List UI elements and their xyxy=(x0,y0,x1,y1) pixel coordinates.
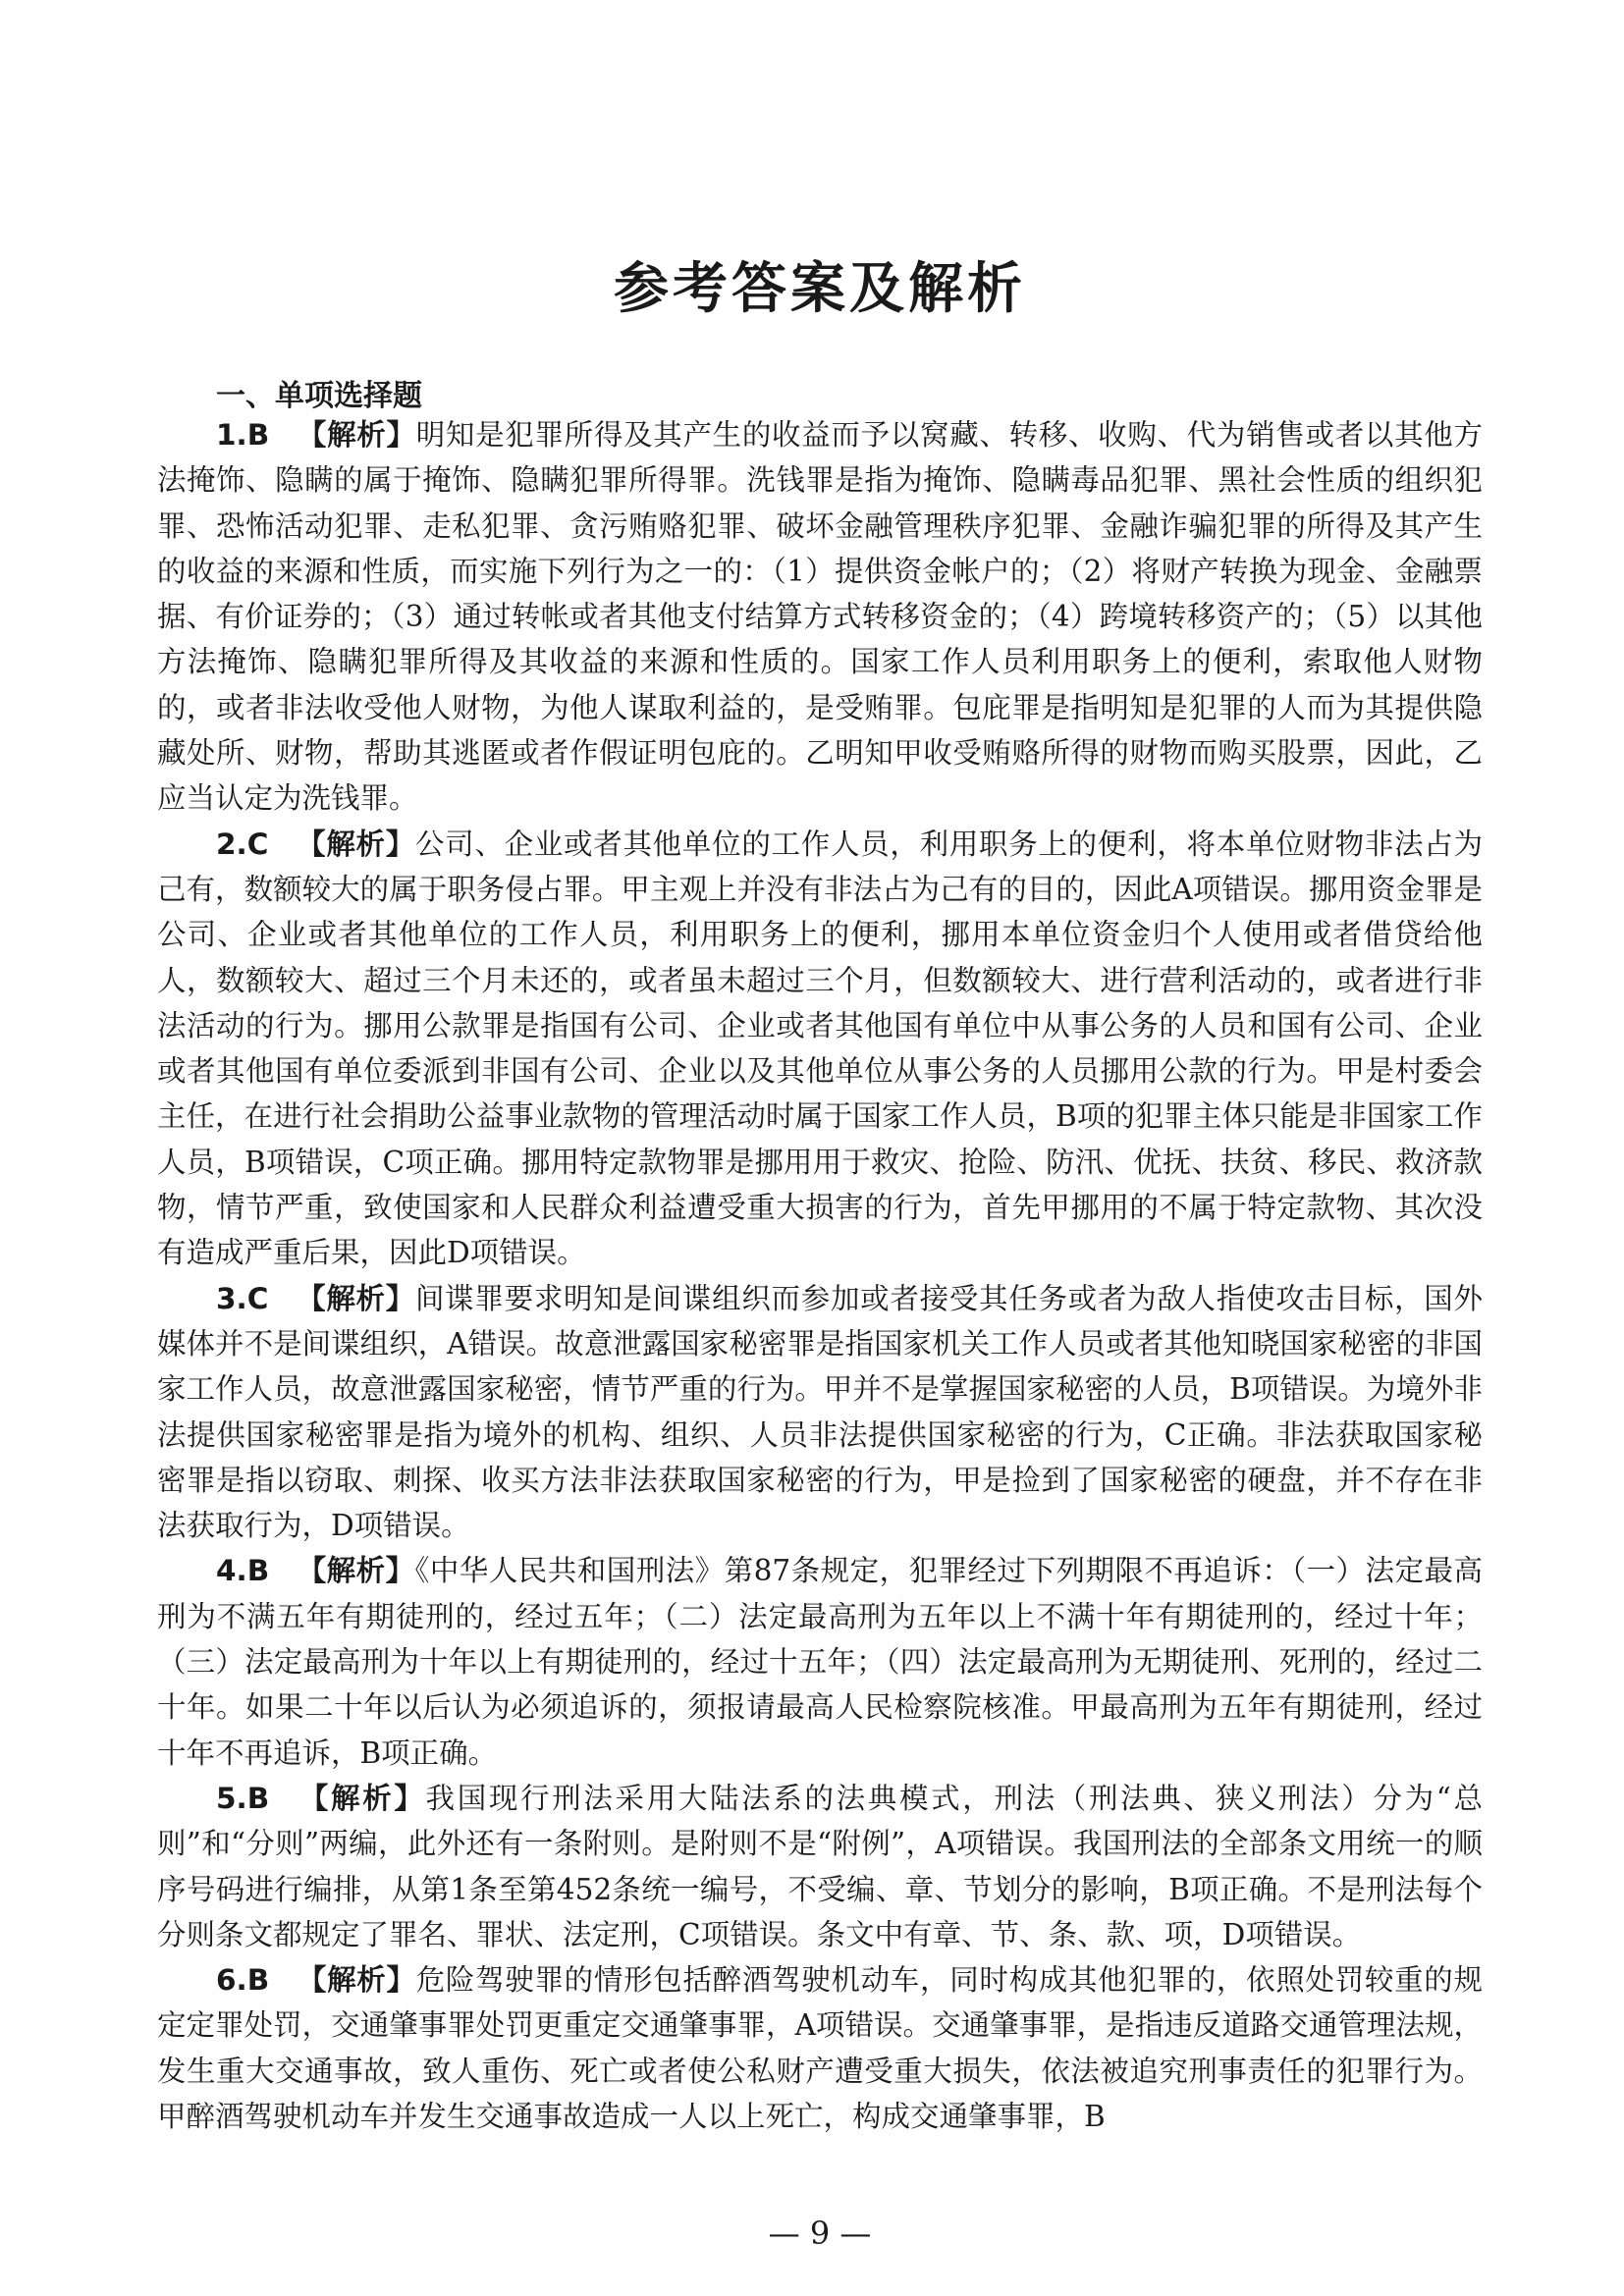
page-title: 参考答案及解析 xyxy=(614,257,1026,321)
answer-list xyxy=(157,412,1483,2139)
section-heading: 一、单项选择题 xyxy=(216,379,422,413)
document-page xyxy=(157,0,1483,2296)
answer-number: 3.C xyxy=(216,1281,269,1315)
page-number: — 9 — xyxy=(768,2215,872,2252)
answer-number: 6.B xyxy=(216,1963,270,1998)
answer-number: 2.C xyxy=(216,827,269,861)
analysis-tag: 【解析】 xyxy=(297,1963,416,1998)
answer-item-2 xyxy=(157,822,1483,1276)
answer-text: 明知是犯罪所得及其产生的收益而予以窝藏、转移、收购、代为销售或者以其他方法掩饰、隐瞒的属于掩饰、隐瞒犯罪所得罪。洗钱罪是指为掩饰、隐瞒毒品犯罪、黑社会性质的组织犯罪、恐怖活动犯罪、走私犯罪、贪污贿赂犯罪、破坏金融管理秩序犯罪、金融诈骗犯罪的所得及其产生的收益的来源和性质，而实施下列行为之一的：（1）提供资金帐户的；（2）将财产转换为现金、金融票据、有价证券的；（3）通过转帐或者其他支付结算方式转移资金的；（4）跨境转移资产的；（5）以其他方法掩饰、隐瞒犯罪所得及其收益的来源和性质的。国家工作人员利用职务上的便利，索取他人财物的，或者非法收受他人财物，为他人谋取利益的，是受贿罪。包庇罪是指明知是犯罪的人而为其提供隐藏处所、财物，帮助其逃匿或者作假证明包庇的。乙明知甲收受贿赂所得的财物而购买股票，因此，乙应当认定为洗钱罪。 xyxy=(157,418,1483,816)
analysis-tag: 【解析】 xyxy=(297,1781,426,1815)
analysis-tag: 【解析】 xyxy=(297,418,416,452)
answer-text: 《中华人民共和国刑法》第87条规定，犯罪经过下列期限不再追诉：（一）法定最高刑为不满五年有期徒刑的，经过五年；（二）法定最高刑为五年以上不满十年有期徒刑的，经过十年；（三）法定最高刑为十年以上有期徒刑的，经过十五年；（四）法定最高刑为无期徒刑、死刑的，经过二十年。如果二十年以后认为必须追诉的，须报请最高人民检察院核准。甲最高刑为五年有期徒刑，经过十年不再追诉，B项正确。 xyxy=(157,1554,1483,1770)
answer-text: 我国现行刑法采用大陆法系的法典模式，刑法（刑法典、狭义刑法）分为“总则”和“分则”两编，此外还有一条附则。是附则不是“附例”，A项错误。我国刑法的全部条文用统一的顺序号码进行编排，从第1条至第452条统一编号，不受编、章、节划分的影响，B项正确。不是刑法每个分则条文都规定了罪名、罪状、法定刑，C项错误。条文中有章、节、条、款、项，D项错误。 xyxy=(157,1781,1483,1951)
answer-number: 5.B xyxy=(216,1781,270,1815)
analysis-tag: 【解析】 xyxy=(296,827,415,861)
answer-item-1 xyxy=(157,412,1483,822)
answer-number: 4.B xyxy=(216,1554,270,1588)
answer-item-4 xyxy=(157,1548,1483,1775)
answer-item-3 xyxy=(157,1276,1483,1549)
answer-item-5 xyxy=(157,1776,1483,1957)
answer-item-6 xyxy=(157,1957,1483,2139)
analysis-tag: 【解析】 xyxy=(297,1554,415,1588)
answer-text: 公司、企业或者其他单位的工作人员，利用职务上的便利，将本单位财物非法占为己有，数额较大的属于职务侵占罪。甲主观上并没有非法占为己有的目的，因此A项错误。挪用资金罪是公司、企业或者其他单位的工作人员，利用职务上的便利，挪用本单位资金归个人使用或者借贷给他人，数额较大、超过三个月未还的，或者虽未超过三个月，但数额较大、进行营利活动的，或者进行非法活动的行为。挪用公款罪是指国有公司、企业或者其他国有单位中从事公务的人员和国有公司、企业或者其他国有单位委派到非国有公司、企业以及其他单位从事公务的人员挪用公款的行为。甲是村委会主任，在进行社会捐助公益事业款物的管理活动时属于国家工作人员，B项的犯罪主体只能是非国家工作人员，B项错误，C项正确。挪用特定款物罪是挪用用于救灾、抢险、防汛、优抚、扶贫、移民、救济款物，情节严重，致使国家和人民群众利益遭受重大损害的行为，首先甲挪用的不属于特定款物、其次没有造成严重后果，因此D项错误。 xyxy=(157,827,1483,1270)
analysis-tag: 【解析】 xyxy=(296,1281,415,1315)
answer-text: 间谍罪要求明知是间谍组织而参加或者接受其任务或者为敌人指使攻击目标，国外媒体并不是间谍组织，A错误。故意泄露国家秘密罪是指国家机关工作人员或者其他知晓国家秘密的非国家工作人员，故意泄露国家秘密，情节严重的行为。甲并不是掌握国家秘密的人员，B项错误。为境外非法提供国家秘密罪是指为境外的机构、组织、人员非法提供国家秘密的行为，C正确。非法获取国家秘密罪是指以窃取、刺探、收买方法非法获取国家秘密的行为，甲是捡到了国家秘密的硬盘，并不存在非法获取行为，D项错误。 xyxy=(157,1281,1483,1543)
answer-text: 危险驾驶罪的情形包括醉酒驾驶机动车，同时构成其他犯罪的，依照处罚较重的规定定罪处罚，交通肇事罪处罚更重定交通肇事罪，A项错误。交通肇事罪，是指违反道路交通管理法规，发生重大交通事故，致人重伤、死亡或者使公私财产遭受重大损失，依法被追究刑事责任的犯罪行为。甲醉酒驾驶机动车并发生交通事故造成一人以上死亡，构成交通肇事罪，B xyxy=(157,1963,1483,2133)
answer-number: 1.B xyxy=(216,418,270,452)
